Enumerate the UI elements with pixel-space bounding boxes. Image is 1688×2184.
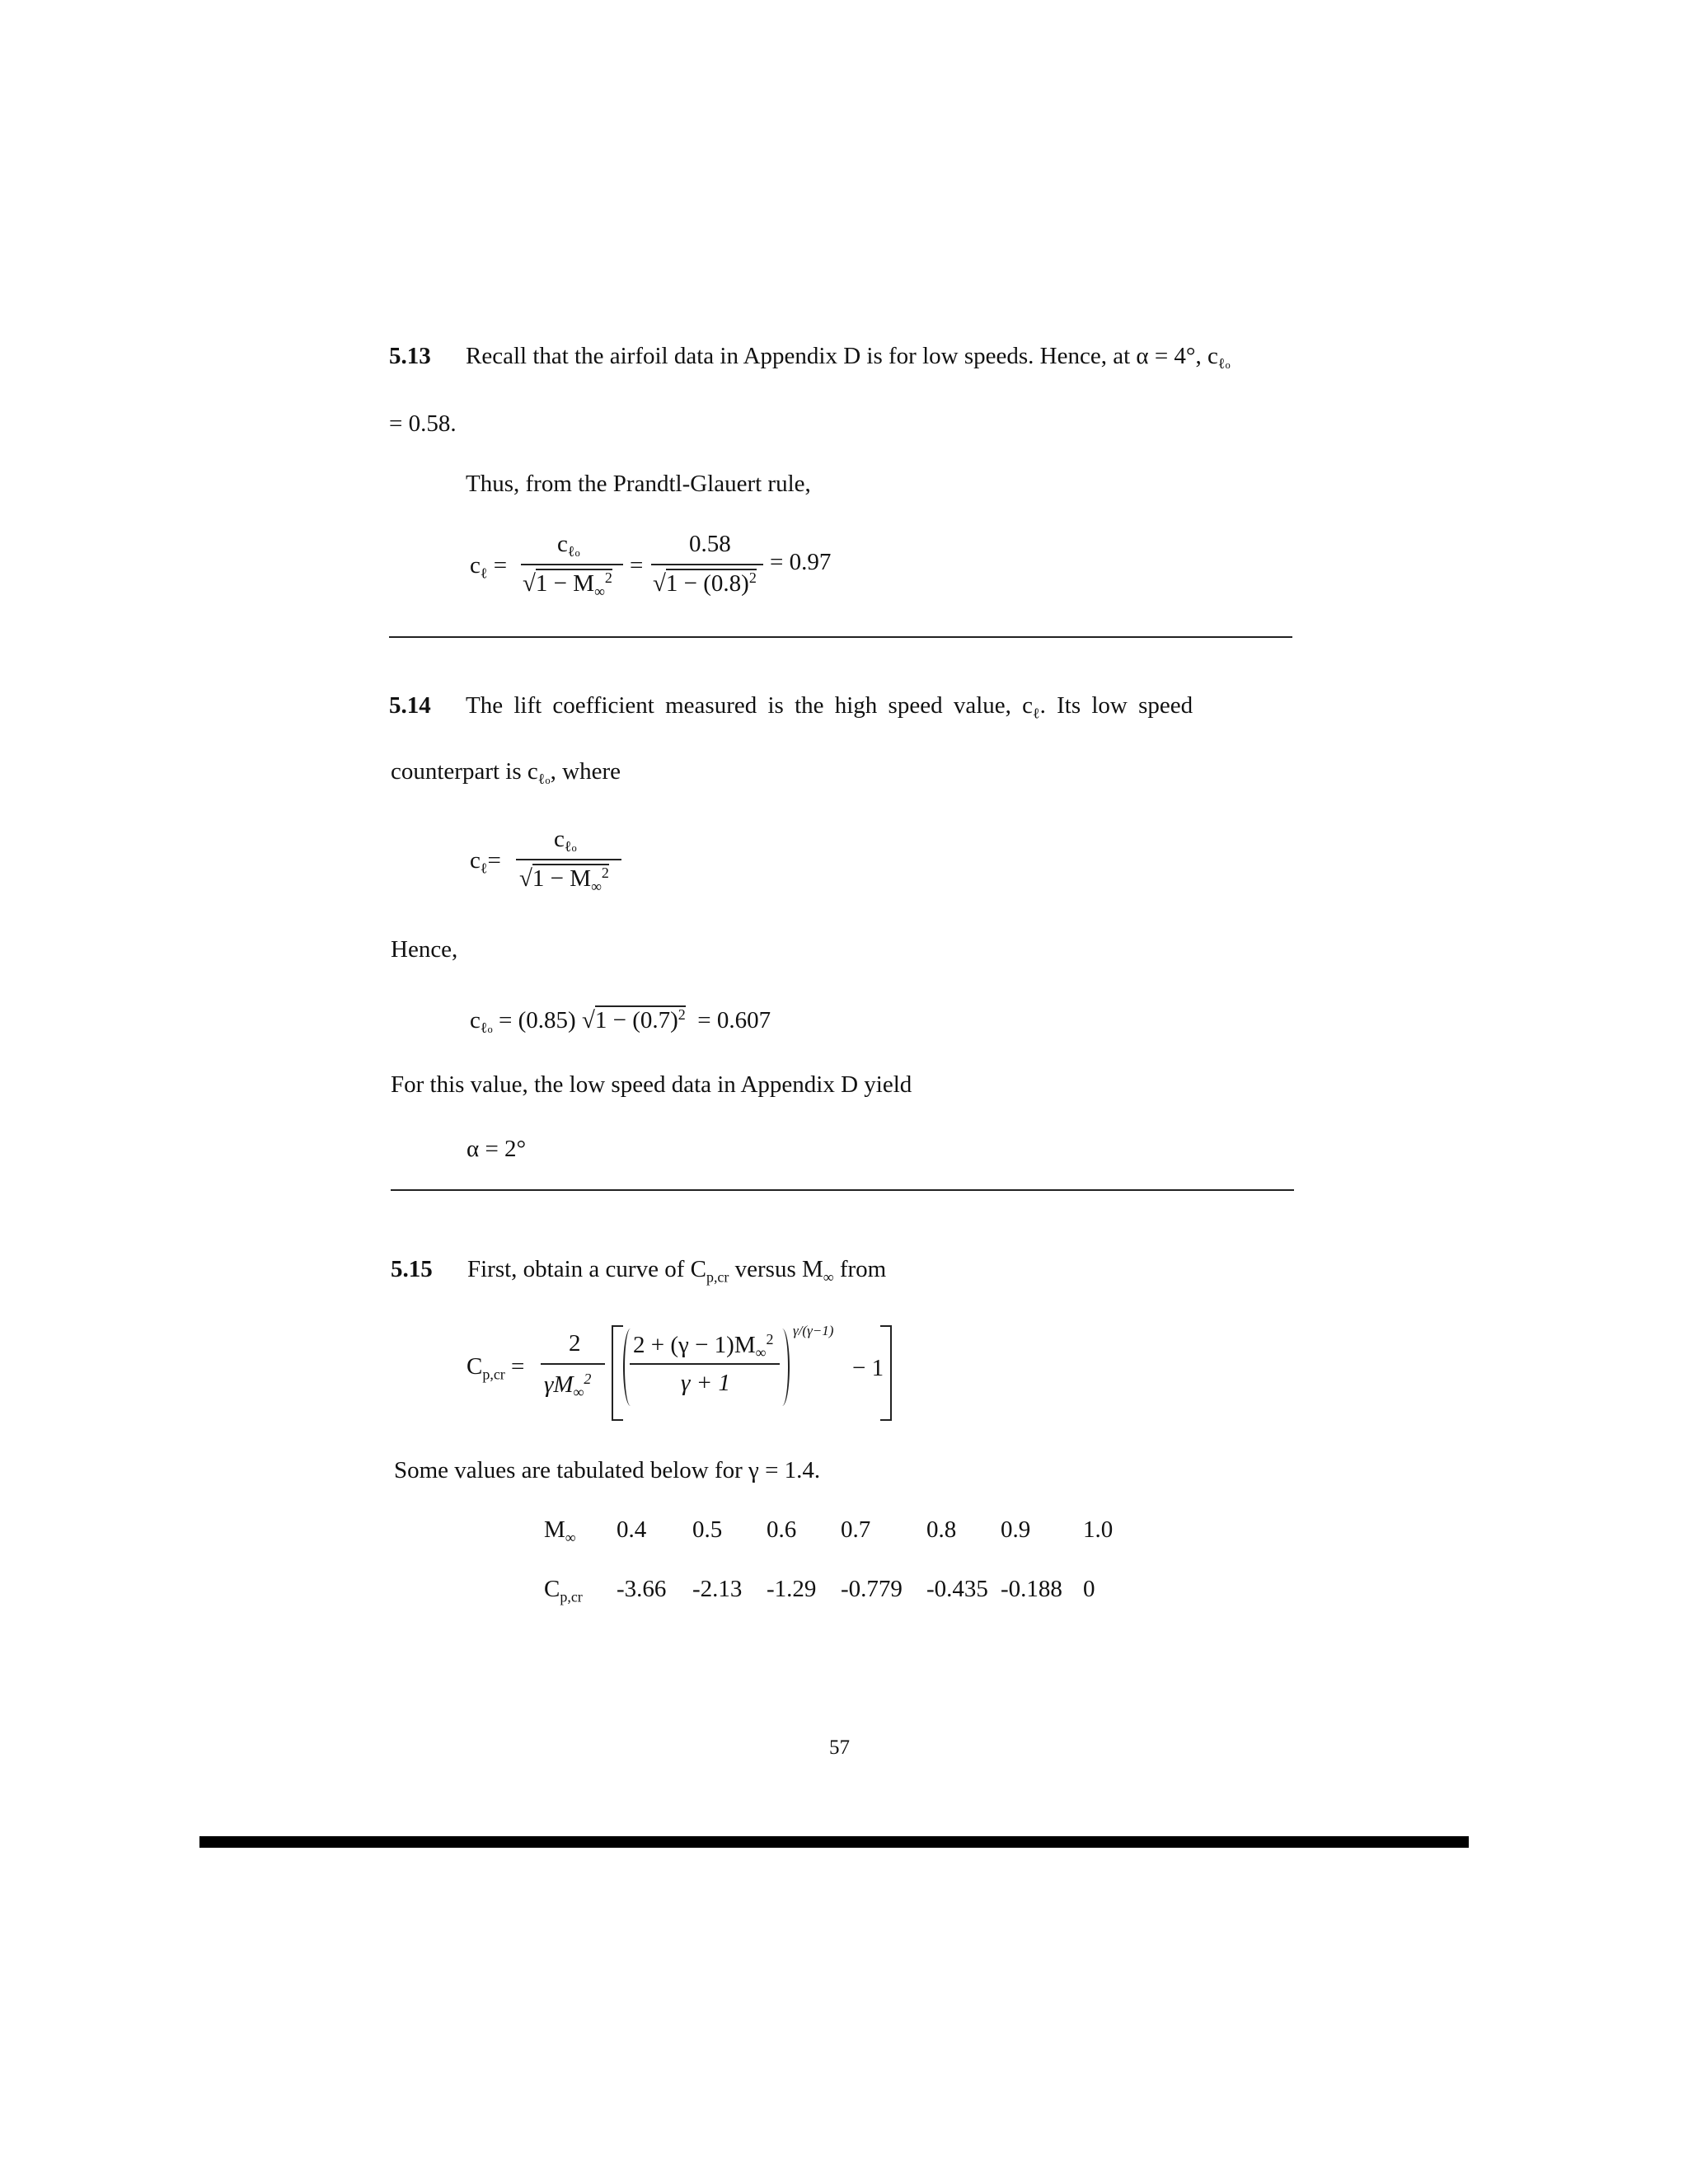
problem-5-14-line3: For this value, the low speed data in Appendix D yield <box>391 1071 912 1098</box>
table-row2-cell: -0.188 <box>1001 1576 1062 1602</box>
table-row2-cell: -0.435 <box>926 1576 988 1602</box>
sub-l0: ℓo <box>537 771 551 788</box>
eq-den1: $√1 - M_\infty^2$ <box>523 569 612 600</box>
eq-inner-den: γ + 1 <box>681 1370 730 1396</box>
sub-inf: ∞ <box>823 1268 834 1286</box>
problem-5-13-line1 <box>466 344 1231 371</box>
left-bracket <box>612 1325 623 1421</box>
eq-inner-fracline <box>630 1363 780 1365</box>
table-row1-cell: 0.5 <box>692 1516 723 1543</box>
right-bracket <box>880 1325 892 1421</box>
eq-num2: 0.58 <box>689 531 731 557</box>
eq-den: $√1 - M_\infty^2$ <box>519 865 609 895</box>
eq-eq2: = <box>630 552 644 579</box>
eq-result: = 0.607 <box>697 1006 771 1033</box>
bottom-bar <box>199 1836 1469 1848</box>
table-row2-cell: 0 <box>1083 1576 1095 1602</box>
table-row2-cell: -1.29 <box>767 1576 817 1602</box>
eq-result: = 0.97 <box>770 549 832 575</box>
eq-rad: 1 − (0.7) <box>594 1006 678 1033</box>
problem-5-14-text1b: . Its low speed <box>1039 692 1193 719</box>
eq-fracline1 <box>521 564 623 565</box>
problem-5-15-text1b: versus M <box>734 1256 823 1282</box>
problem-5-13-line2: = 0.58. <box>389 410 457 437</box>
table-row1-cell: 0.8 <box>926 1516 957 1543</box>
problem-5-14-text2: counterpart is c <box>391 758 538 785</box>
problem-5-14-text1: The lift coefficient measured is the high speed value, c <box>466 692 1034 719</box>
eq-den: $\gamma M_\infty^2$ <box>544 1371 592 1401</box>
eq-exponent: γ/(γ−1) <box>793 1323 834 1338</box>
table-row1-cell: 1.0 <box>1083 1516 1114 1543</box>
eq-num1: $c_{\ell o}$ <box>557 531 580 560</box>
eq-minus1: − 1 <box>852 1355 884 1381</box>
problem-5-15-text1sub: p,cr <box>706 1268 729 1286</box>
table-row1-label: $M_\infty$ <box>544 1516 576 1546</box>
problem-5-14-line2 <box>391 760 621 786</box>
problem-5-15-text1: First, obtain a curve of C <box>467 1256 706 1282</box>
equation-5-14-b: $c_{\ell o} = (0.85) √1 - (0.7)^2 = 0.607$ <box>470 1006 771 1037</box>
hence-label: Hence, <box>391 936 458 963</box>
eq-mid: = (0.85) <box>499 1006 576 1033</box>
eq-num: $c_{\ell o}$ <box>554 826 577 855</box>
eq-lhs: $c_\ell$ = <box>470 552 508 582</box>
eq-fracline <box>516 859 621 860</box>
sub-l0: ℓo <box>1217 355 1231 373</box>
eq-fracline <box>541 1363 605 1365</box>
sub-l: ℓ <box>1033 705 1040 722</box>
table-row2-cell: -2.13 <box>692 1576 743 1602</box>
table-row1-cell: 0.4 <box>617 1516 647 1543</box>
alpha-result: α = 2° <box>467 1136 527 1162</box>
problem-5-14-text2b: , where <box>550 758 621 785</box>
problem-number-5-14: 5.14 <box>389 692 431 719</box>
problem-5-15-text1c: from <box>839 1256 887 1282</box>
eq-lhs: c <box>470 1006 481 1033</box>
table-row2-label: $C_{p,cr}$ <box>544 1576 583 1605</box>
page-number: 57 <box>829 1736 850 1759</box>
table-row2-cell: -0.779 <box>841 1576 903 1602</box>
problem-5-13-line3: Thus, from the Prandtl-Glauert rule, <box>466 471 811 497</box>
problem-number-5-13: 5.13 <box>389 343 431 369</box>
table-row1-cell: 0.7 <box>841 1516 871 1543</box>
eq-lhs: $c_\ell=$ <box>470 847 501 877</box>
eq-num: 2 <box>569 1330 581 1357</box>
table-row2-cell: -3.66 <box>617 1576 667 1602</box>
table-row1-cell: 0.9 <box>1001 1516 1031 1543</box>
eq-lhs: $C_{p,cr}$ = <box>467 1353 525 1383</box>
divider-2 <box>391 1189 1294 1191</box>
problem-5-14-line1 <box>466 694 1193 720</box>
eq-den2: $√1 - (0.8)^2$ <box>653 569 757 597</box>
right-paren <box>775 1329 790 1406</box>
table-row1-cell: 0.6 <box>767 1516 797 1543</box>
problem-number-5-15: 5.15 <box>391 1256 433 1282</box>
problem-5-13-text1: Recall that the airfoil data in Appendix D is for low speeds. Hence, at α = 4°, c <box>466 343 1218 369</box>
eq-fracline2 <box>651 564 763 565</box>
eq-inner-num: $2 + (\gamma - 1)M_\infty^2$ <box>633 1331 774 1361</box>
divider-1 <box>389 636 1292 638</box>
problem-5-15-line1 <box>467 1258 886 1284</box>
problem-5-15-line2: Some values are tabulated below for γ = 1.4. <box>394 1457 821 1483</box>
